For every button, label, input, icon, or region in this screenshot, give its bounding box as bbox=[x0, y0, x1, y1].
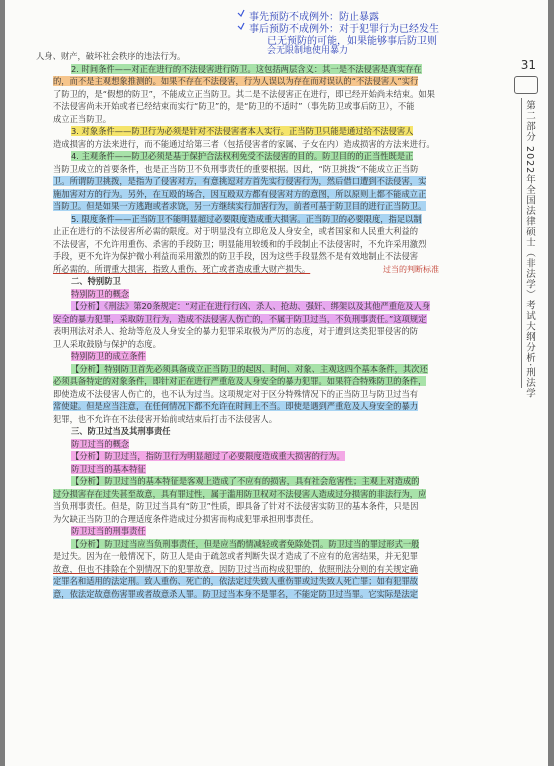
text-line: 3. 对象条件——防卫行为必须是针对不法侵害者本人实行。正当防卫只能是通过给不法侵害人 bbox=[71, 126, 414, 136]
text-line: 了防卫的，是“假想的防卫”，不能成立正当防卫。其二是不法侵害正在进行，即已经开始尚未结束。如果 bbox=[53, 88, 435, 99]
page-number: 31 bbox=[520, 58, 536, 72]
text-line: 造成损害的方法来进行，而不能通过给第三者（包括侵害者的家属、子女在内）造成损害的方法来进行。 bbox=[53, 138, 435, 149]
text-line: 当负刑事责任。但是，防卫过当具有“防卫”性质，即具备了针对不法侵害实防卫的基本条件，只是因 bbox=[53, 501, 419, 511]
sub-heading: 特别防卫的概念 bbox=[71, 288, 130, 299]
document-body bbox=[5, 50, 493, 600]
text-line: 意，依法定故意伤害罪或者故意杀人罪。防卫过当本身不是罪名，不能定防卫过当罪。它实际是法定 bbox=[53, 588, 419, 599]
text-line: 所必需的。所谓重大损害，指致人重伤、死亡或者造成重大财产损失。 bbox=[53, 263, 311, 274]
text-line: 4. 主观条件——防卫必须是基于保护合法权利免受不法侵害的目的。防卫目的的正当性既是正 bbox=[71, 151, 414, 161]
checkbox-marks bbox=[236, 8, 246, 38]
text-line: 5. 限度条件——正当防卫不能明显超过必要限度造成重大损害。正当防卫的必要限度，指足以制 bbox=[71, 213, 422, 224]
text-line: 【分析】防卫过当，指防卫行为明显超过了必要限度造成重大损害的行为。 bbox=[71, 451, 345, 461]
text-line: 【分析】防卫过当应当负刑事责任，但是应当酌情减轻或者免除处罚。防卫过当的罪过形式一般 bbox=[71, 538, 420, 549]
text-line: 为欠缺正当防卫的合理适度条件造成过分损害而构成犯罪承担刑事责任。 bbox=[53, 513, 319, 524]
handwritten-note-line-3: 已无预防的可能，如果能够事后防卫则 bbox=[267, 36, 437, 47]
handwritten-note-line-4: 会无限制地使用暴力 bbox=[267, 46, 349, 56]
text-line: 卫人采取鼓励与保护的态度。 bbox=[53, 338, 161, 349]
text-line: 故意，但也不排除在个别情况下的犯罪故意。因防卫过当而构成犯罪的，依照刑法分则的有关规定确 bbox=[53, 563, 419, 574]
handwritten-note-line-2: 事后预防不成例外：对于犯罪行为已经发生 bbox=[249, 24, 439, 35]
text-line: 成立正当防卫。 bbox=[53, 113, 112, 124]
text-line: 不法侵害尚未开始或者已经结束而实行“防卫”的，是“防卫的不适时”（事先防卫或事后防卫），不能 bbox=[53, 101, 415, 111]
text-line: 止正在进行的不法侵害所必需的限度。对于明显没有立即危及人身安全，或者国家和人民重大利益的 bbox=[53, 226, 419, 236]
text-line: 过分损害存在过失甚至故意，具有罪过性，属于滥用防卫权对不法侵害人造成过分损害的非法行为，应 bbox=[53, 488, 427, 499]
text-line: 施加害对方的行为。另外，在互殴的场合，因互殴双方都有侵害对方的意图，所以原则上都不能成立正 bbox=[53, 188, 427, 199]
text-line: 定罪名和适用的法定刑。致人重伤、死亡的，依法定过失致人重伤罪或过失致人死亡罪；如有犯罪故 bbox=[53, 576, 419, 586]
text-line: 人身、财产，破坏社会秩序的违法行为。 bbox=[36, 51, 186, 61]
text-line: 卫。所谓防卫挑拨，是指为了侵害对方，有意挑逗对方首先实行侵害行为，然后借口遭到不法侵害，实 bbox=[53, 176, 427, 186]
text-line: 当防卫。但是如果一方逃跑或者求饶，另一方继续实行加害行为，前者可基于防卫目的进行正当防卫。 bbox=[53, 201, 427, 211]
text-line: 不法侵害，不允许用重伤、杀害的手段防卫；明显能用较缓和的手段制止不法侵害时，不允许采用激烈 bbox=[53, 238, 427, 249]
text-line: 的，而不是主观想象推测的。如果不存在不法侵害，行为人误以为存在而对误认的“不法侵害人”实行 bbox=[53, 76, 419, 86]
page-side-margin bbox=[496, 0, 548, 766]
text-line: 【分析】特别防卫首先必须具备成立正当防卫的起因、时间、对象、主观这四个基本条件，其次还 bbox=[71, 363, 428, 374]
text-line: 即使造成不法侵害人伤亡的，也不认为过当。这项规定对于区分特殊情况下的正当防卫与防卫过当有 bbox=[53, 388, 419, 399]
margin-note: 过当的判断标准 bbox=[383, 265, 439, 274]
text-line: 常使建。但是应当注意，在任何情况下都不允许在时间上不当。即使是遇到严重危及人身安全的暴力 bbox=[53, 401, 419, 411]
text-line: 手段，更不允许为保护微小利益而采用激烈的防卫手段，因为这些手段显然不是有效地制止不法侵害 bbox=[53, 251, 419, 261]
handwritten-note-line-1: 事先预防不成例外：防止暴露 bbox=[249, 12, 379, 23]
section-heading: 三、防卫过当及其刑事责任 bbox=[71, 426, 171, 436]
sub-heading: 特别防卫的成立条件 bbox=[71, 351, 146, 361]
text-line: 是过失。因为在一般情况下，防卫人是由于疏忽或者判断失误才造成了不应有的危害结果，并无犯罪 bbox=[53, 551, 419, 561]
running-header: 第二部分 2022年全国法律硕士（非法学）考试大纲分析·刑法学 bbox=[524, 100, 535, 399]
sub-heading: 防卫过当的刑事责任 bbox=[71, 526, 146, 536]
text-line: 安全的暴力犯罪，采取防卫行为，造成不法侵害人伤亡的，不属于防卫过当，不负刑事责任。”这项规定 bbox=[53, 313, 427, 324]
text-line: 犯罪，也不允许在不法侵害开始前或结束后打击不法侵害人。 bbox=[53, 413, 278, 424]
text-line: 2. 时间条件——对正在进行的不法侵害进行防卫。这包括两层含义：其一是不法侵害是真实存在 bbox=[71, 63, 422, 74]
sub-heading: 防卫过当的基本特征 bbox=[71, 463, 146, 474]
document-page bbox=[5, 0, 548, 766]
sub-heading: 防卫过当的概念 bbox=[71, 438, 130, 449]
section-heading: 二、特别防卫 bbox=[71, 276, 121, 286]
text-line: 必须具备特定的对象条件，即针对正在进行严重危及人身安全的暴力犯罪。如果符合特殊防卫的条件， bbox=[53, 376, 427, 386]
text-line: 【分析】防卫过当的基本特征是客观上造成了不应有的损害，具有社会危害性；主观上对造成的 bbox=[71, 476, 420, 486]
text-line: 当防卫成立的首要条件，也是正当防卫不负刑事责任的重要根据。因此，“防卫挑拨”不能成立正当防 bbox=[53, 163, 419, 174]
text-line: 表明刑法对杀人、抢劫等危及人身安全的暴力犯罪采取极为严厉的态度，对于遭到这类犯罪侵害的防 bbox=[53, 326, 419, 336]
text-line: 【分析】《刑法》第20条规定：“对正在进行行凶、杀人、抢劫、强奸、绑架以及其他严重危及人身 bbox=[71, 301, 431, 311]
publisher-logo-icon bbox=[514, 76, 538, 94]
